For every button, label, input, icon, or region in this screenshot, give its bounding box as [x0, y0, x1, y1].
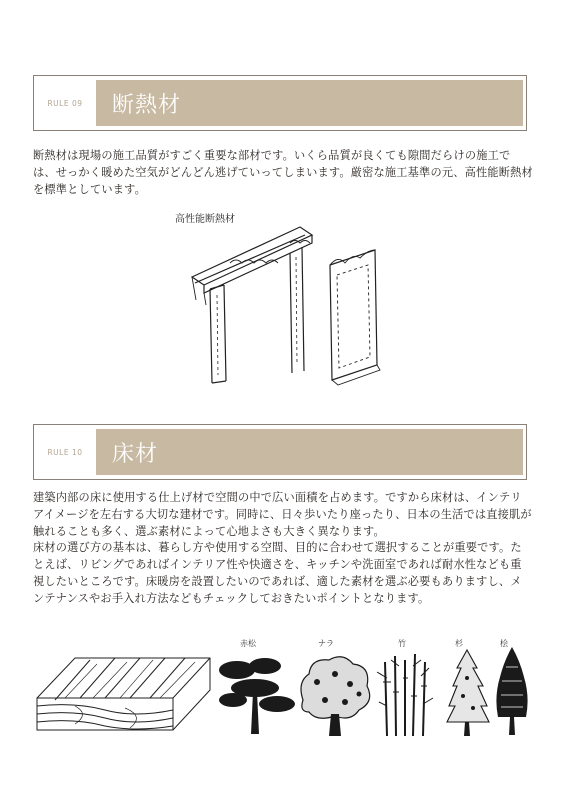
- tree-label: 杉: [455, 639, 463, 648]
- tree-red-pine-icon: [215, 652, 300, 737]
- rule-10-header: [33, 424, 527, 480]
- tree-label: ナラ: [318, 639, 334, 648]
- paragraph: 断熱材は現場の施工品質がすごく重要な部材です。いくら品質が良くても隙間だらけの施工では、せっかく暖めた空気がどんどん逃げていってしまいます。厳密な施工基準の元、高性能断熱材を標準としています。: [33, 149, 533, 196]
- tree-oak-icon: [295, 652, 375, 737]
- rule-title-bar: [96, 429, 523, 475]
- tree-label: 赤松: [240, 639, 256, 648]
- rule-09-header: [33, 75, 527, 131]
- tree-bamboo-icon: [373, 652, 443, 737]
- tree-cypress-icon: [492, 645, 532, 737]
- tree-label: 竹: [398, 639, 406, 648]
- rule-title-bar: [96, 80, 523, 126]
- section-title: 床材: [112, 441, 159, 467]
- section-10-body: [33, 490, 533, 608]
- section-title: 断熱材: [112, 92, 182, 118]
- section-09-body: [33, 148, 533, 198]
- floorboard-illustration: [35, 640, 215, 740]
- illustration-label: 高性能断熱材: [175, 214, 235, 225]
- tree-cedar-icon: [445, 648, 490, 738]
- rule-number: RULE 09: [47, 98, 83, 108]
- rule-number: RULE 10: [47, 447, 83, 457]
- tree-label: 桧: [500, 639, 508, 648]
- paragraph: 床材の選び方の基本は、暮らし方や使用する空間、目的に合わせて選択することが重要です。たとえば、リビングであればインテリア性や快適さを、キッチンや洗面室であれば耐水性なども重視したいところです。床暖房を設置したいのであれば、適した素材を選ぶ必要もありますし、メンテナンスやお手入れ方法などもチェックしておきたいポイントとなります。: [33, 541, 522, 605]
- insulation-illustration: [170, 205, 410, 395]
- paragraph: 建築内部の床に使用する仕上げ材で空間の中で広い面積を占めます。ですから床材は、インテリアイメージを左右する大切な建材です。同時に、日々歩いたり座ったり、日本の生活では直接肌が触れることも多く、選ぶ素材によって心地よさも大きく異なります。: [33, 491, 532, 538]
